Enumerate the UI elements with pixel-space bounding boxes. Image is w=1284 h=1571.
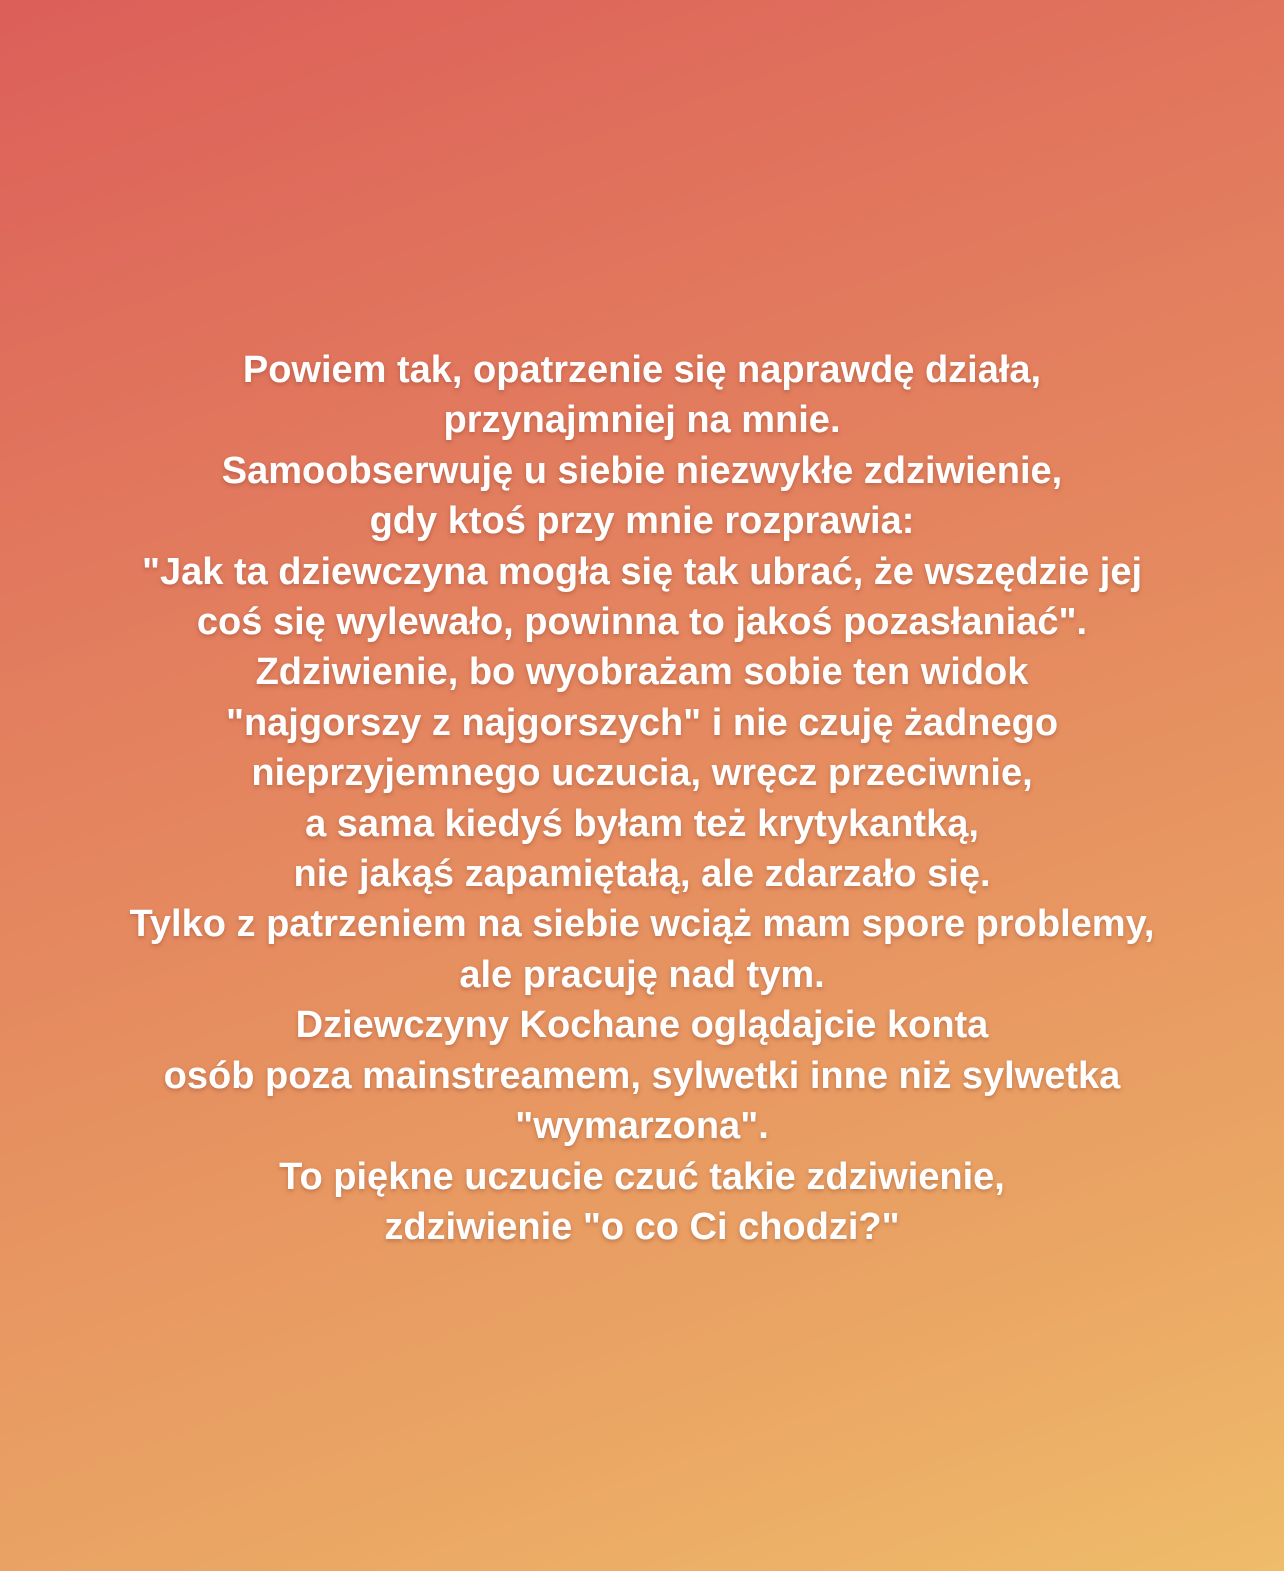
story-line: ale pracuję nad tym.: [459, 953, 825, 996]
story-text: [0, 345, 1284, 1252]
story-line: "Jak ta dziewczyna mogła się tak ubrać, że wszędzie jej: [141, 550, 1143, 593]
story-line: nie jakąś zapamiętałą, ale zdarzało się.: [293, 853, 991, 896]
story-line: Zdziwienie, bo wyobrażam sobie ten widok: [255, 651, 1029, 694]
story-line: a sama kiedyś byłam też krytykantką,: [305, 802, 979, 845]
story-line: nieprzyjemnego uczucia, wręcz przeciwnie,: [251, 752, 1033, 795]
story-line: przynajmniej na mnie.: [443, 399, 841, 442]
story-line: Dziewczyny Kochane oglądajcie konta: [295, 1004, 989, 1047]
story-line: "najgorszy z najgorszych" i nie czuję żadnego: [225, 701, 1059, 744]
story-line: gdy ktoś przy mnie rozprawia:: [369, 500, 915, 543]
story-line: osób poza mainstreamem, sylwetki inne niż sylwetka: [163, 1054, 1121, 1097]
story-line: "wymarzona".: [515, 1105, 769, 1148]
story-line: Tylko z patrzeniem na siebie wciąż mam spore problemy,: [129, 903, 1155, 946]
story-line: Powiem tak, opatrzenie się naprawdę działa,: [242, 349, 1042, 391]
story-line: To piękne uczucie czuć takie zdziwienie,: [279, 1155, 1005, 1198]
story-line: zdziwienie "o co Ci chodzi?": [384, 1205, 900, 1248]
story-line: Samoobserwuję u siebie niezwykłe zdziwienie,: [221, 449, 1063, 492]
story-line: coś się wylewało, powinna to jakoś pozasłaniać".: [196, 601, 1088, 644]
